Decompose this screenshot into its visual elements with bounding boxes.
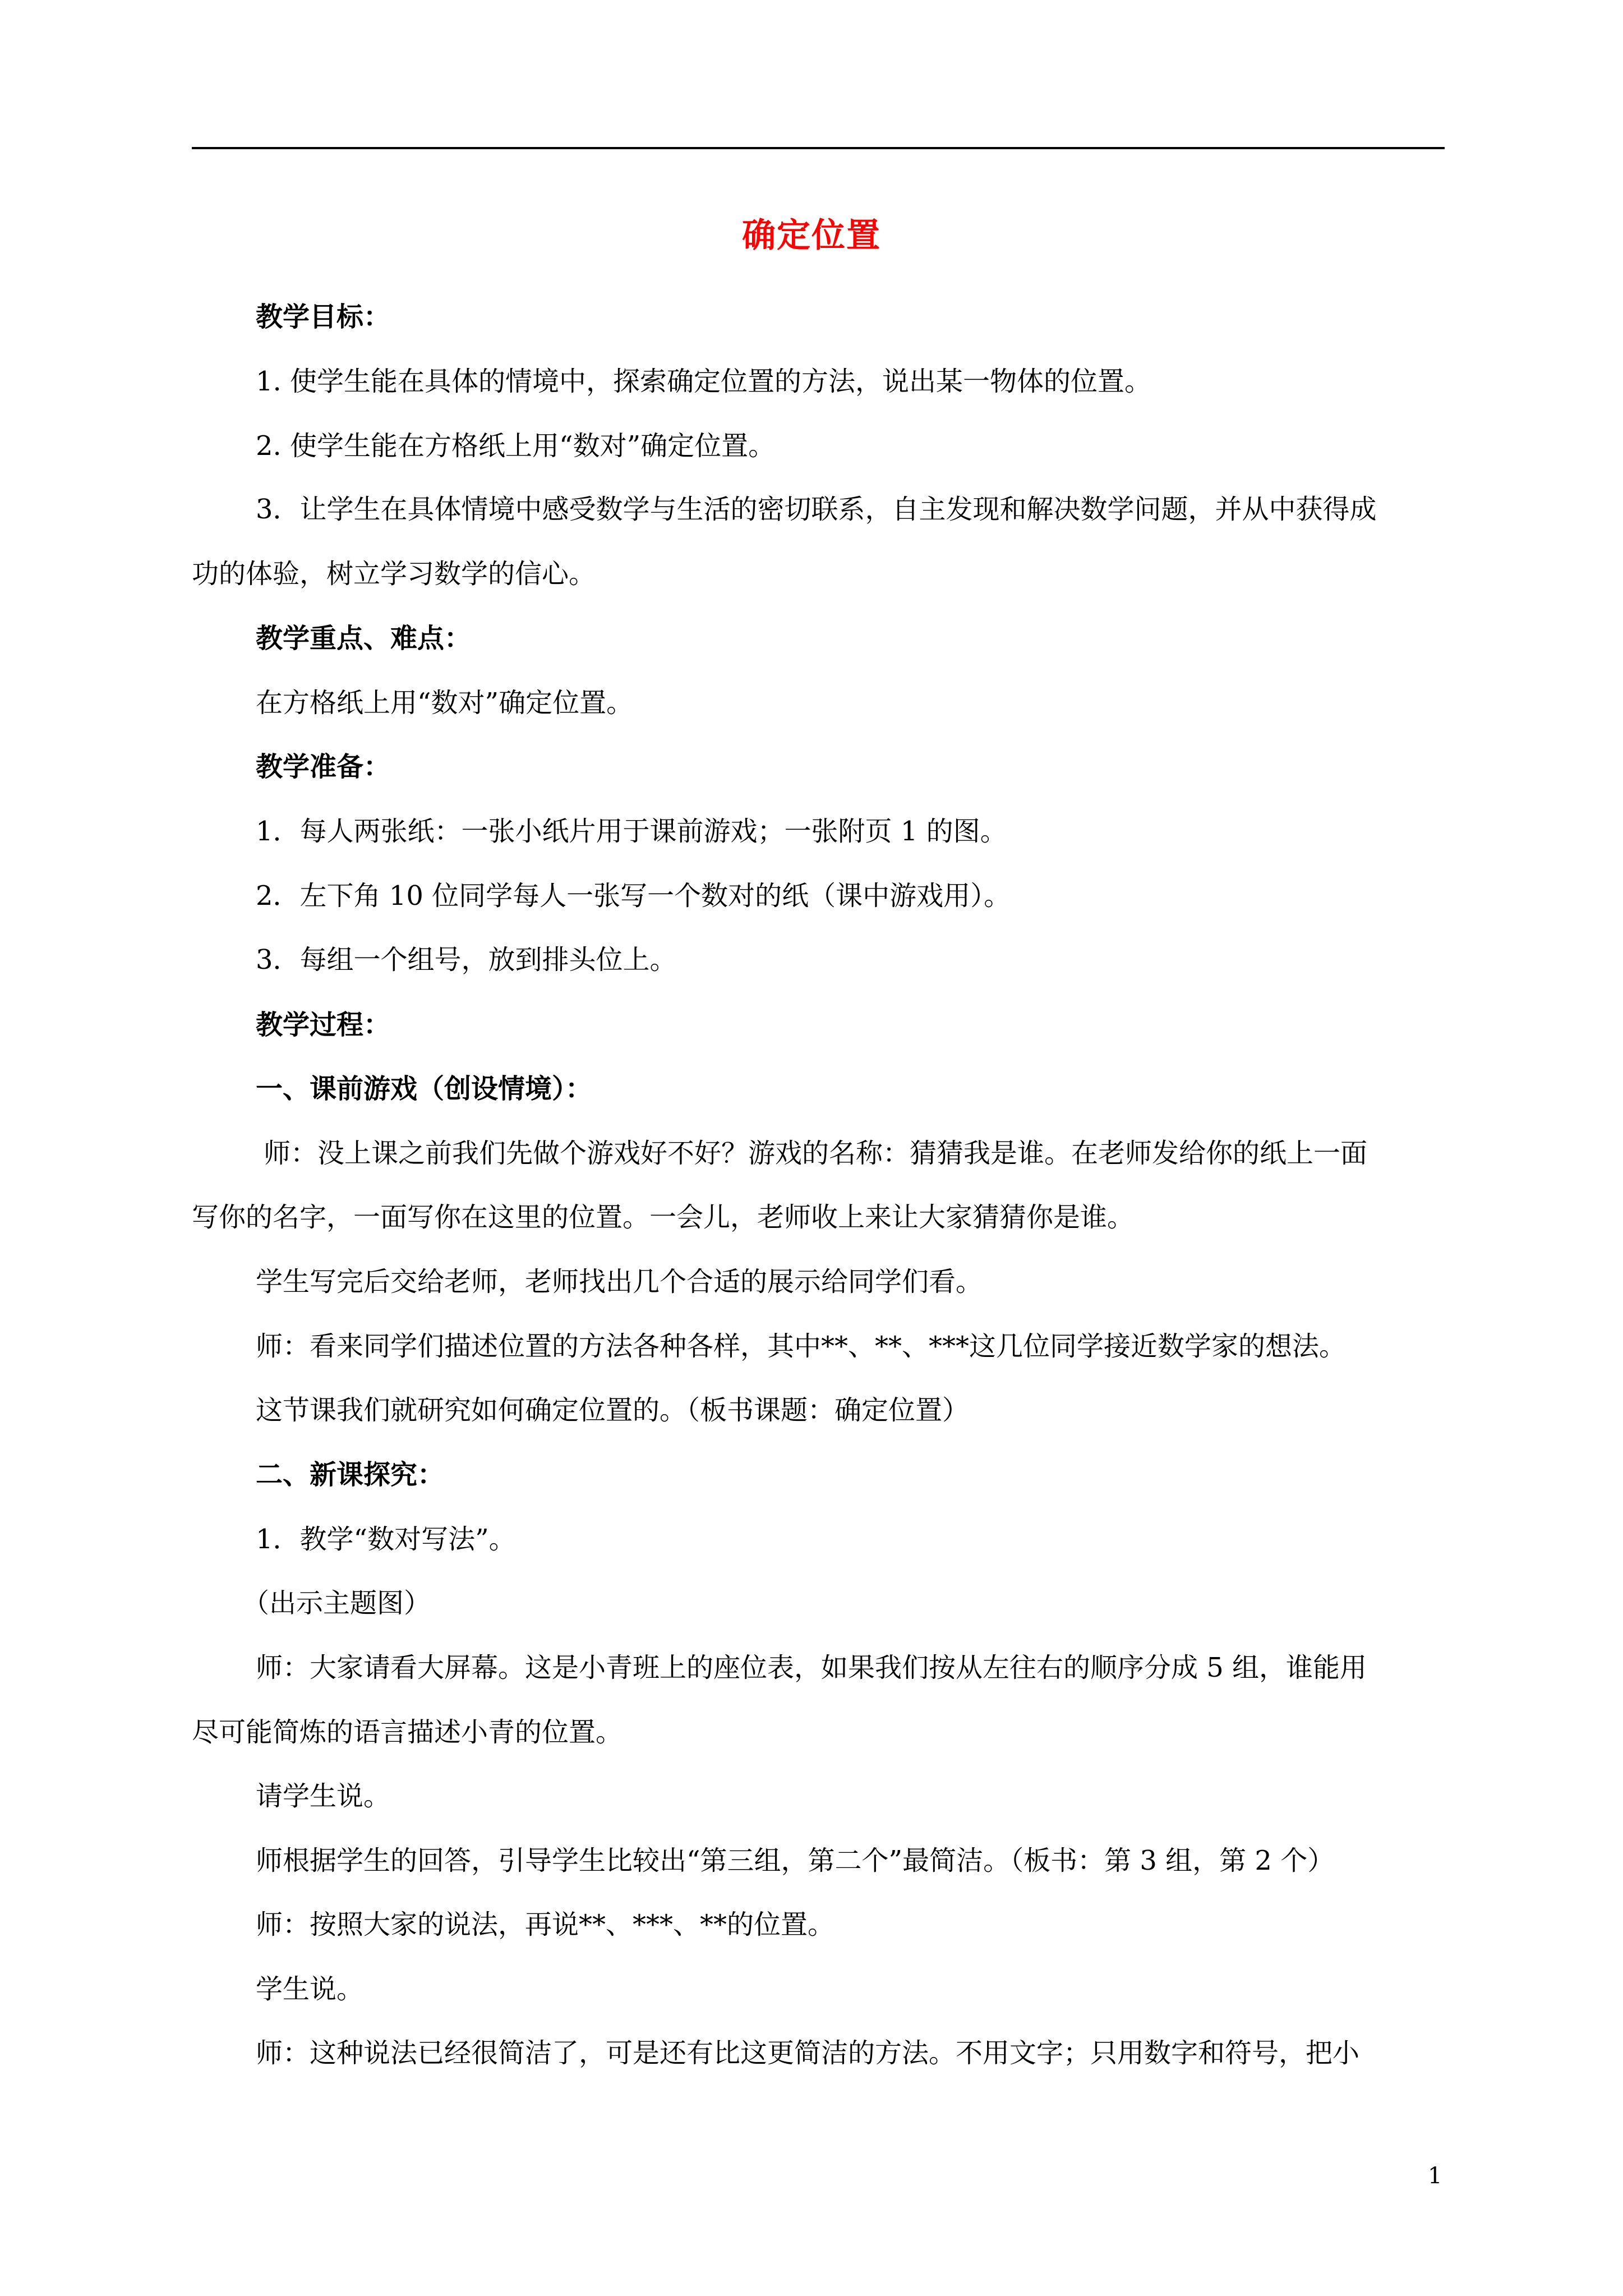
key-points-heading: 教学重点、难点： <box>256 623 472 654</box>
preparation-item-2: 2．左下角 10 位同学每人一张写一个数对的纸（课中游戏用）。 <box>256 880 1011 912</box>
page-number: 1 <box>1428 2163 1442 2189</box>
process-heading: 教学过程： <box>256 1009 391 1041</box>
goals-heading: 教学目标： <box>256 301 391 333</box>
paragraph: 师：这种说法已经很简洁了，可是还有比这更简洁的方法。不用文字；只用数字和符号，把小 <box>256 2037 1360 2069</box>
part-2-heading: 二、新课探究： <box>256 1459 445 1490</box>
paragraph: 学生说。 <box>256 1973 364 2005</box>
part-1-heading: 一、课前游戏（创设情境）： <box>256 1073 593 1105</box>
paragraph: 师：按照大家的说法，再说**、***、**的位置。 <box>256 1909 835 1940</box>
header-rule <box>192 147 1445 149</box>
paragraph: 请学生说。 <box>256 1780 391 1812</box>
paragraph: 师：大家请看大屏幕。这是小青班上的座位表，如果我们按从左往右的顺序分成 5 组，谁能用 <box>256 1652 1367 1683</box>
paragraph: 师根据学生的回答，引导学生比较出“第三组，第二个”最简洁。（板书：第 3 组，第 2 个） <box>256 1845 1335 1876</box>
goal-item-3: 3．让学生在具体情境中感受数学与生活的密切联系，自主发现和解决数学问题，并从中获得成 <box>256 494 1377 525</box>
paragraph-continued: 写你的名字，一面写你在这里的位置。一会儿，老师收上来让大家猜猜你是谁。 <box>192 1202 1135 1233</box>
paragraph: 1．教学“数对写法”。 <box>256 1524 516 1555</box>
paragraph: 师：看来同学们描述位置的方法各种各样，其中**、**、***这几位同学接近数学家的想法。 <box>256 1331 1347 1362</box>
goal-item-3-continued: 功的体验，树立学习数学的信心。 <box>192 558 596 590</box>
paragraph: 这节课我们就研究如何确定位置的。（板书课题：确定位置） <box>256 1395 970 1426</box>
document-title: 确定位置 <box>742 216 881 255</box>
paragraph: 师：没上课之前我们先做个游戏好不好？游戏的名称：猜猜我是谁。在老师发给你的纸上一面 <box>264 1138 1368 1169</box>
paragraph: （出示主题图） <box>242 1588 431 1619</box>
key-points-text: 在方格纸上用“数对”确定位置。 <box>256 687 634 719</box>
preparation-item-3: 3．每组一个组号，放到排头位上。 <box>256 944 677 976</box>
preparation-item-1: 1．每人两张纸：一张小纸片用于课前游戏；一张附页 1 的图。 <box>256 816 1007 847</box>
goal-item-1: 1. 使学生能在具体的情境中，探索确定位置的方法，说出某一物体的位置。 <box>256 366 1152 397</box>
paragraph-continued: 尽可能简炼的语言描述小青的位置。 <box>192 1717 623 1748</box>
goal-item-2: 2. 使学生能在方格纸上用“数对”确定位置。 <box>256 430 776 462</box>
paragraph: 学生写完后交给老师，老师找出几个合适的展示给同学们看。 <box>256 1266 983 1297</box>
preparation-heading: 教学准备： <box>256 751 391 783</box>
